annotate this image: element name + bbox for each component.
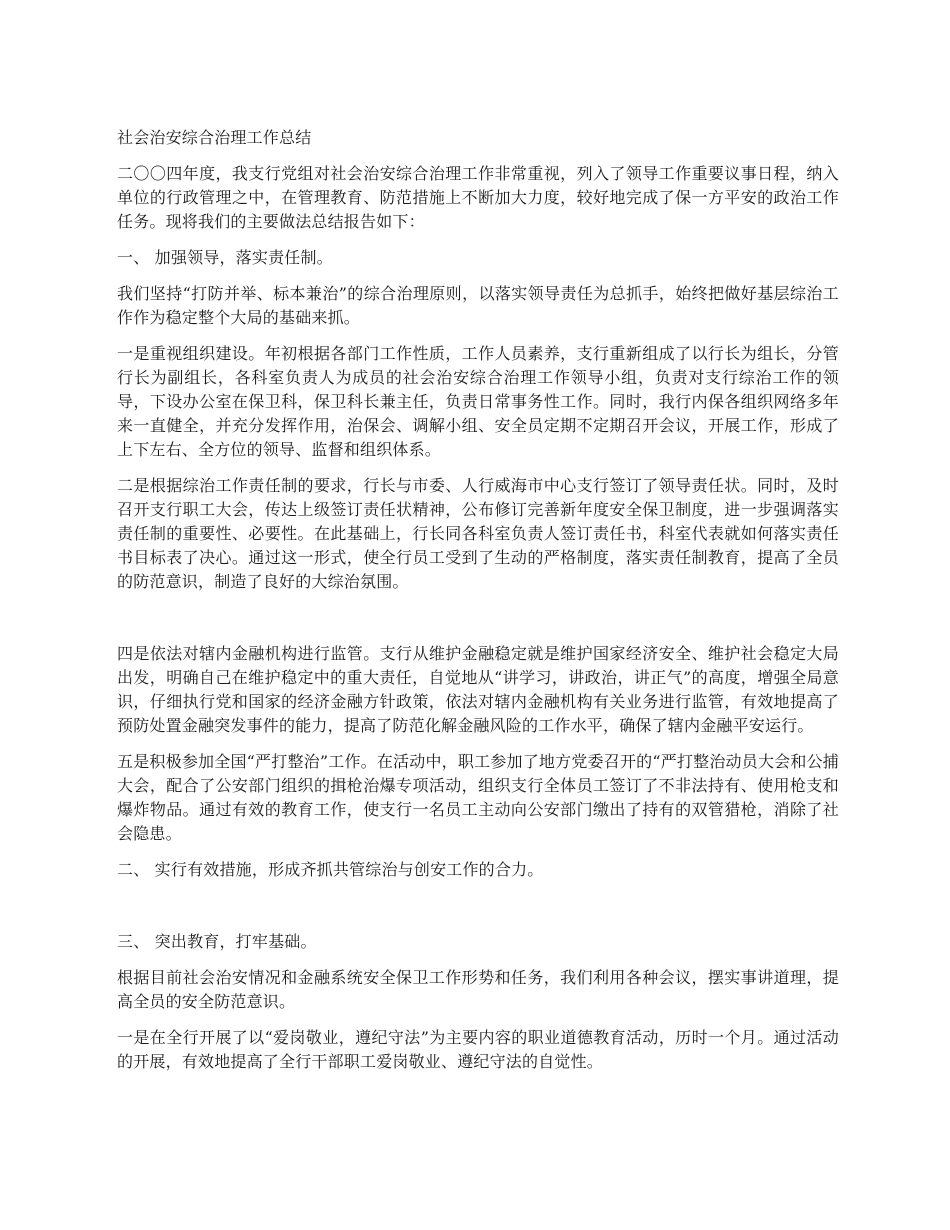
paragraph: 我们坚持“打防并举、标本兼治”的综合治理原则，以落实领导责任为总抓手，始终把做好基层综治工作作为稳定整个大局的基础来抓。 — [117, 284, 839, 327]
paragraph: 二是根据综治工作责任制的要求，行长与市委、人行威海市中心支行签订了领导责任状。同时，及时召开支行职工大会，传达上级签订责任状精神，公布修订完善新年度安全保卫制度，进一步强调落实责任制的重要性、必要性。在此基础上，行长同各科室负责人签订责任书，科室代表就如何落实责任书目标表了决心。通过这一形式，使全行员工受到了生动的严格制度，落实责任制教育，提高了全员的防范意识，制造了良好的大综治氛围。 — [117, 476, 839, 591]
blank-gap — [117, 894, 839, 930]
document-body — [117, 126, 839, 1086]
blank-gap — [117, 606, 839, 642]
paragraph: 一是在全行开展了以“爱岗敬业，遵纪守法”为主要内容的职业道德教育活动，历时一个月。通过活动的开展，有效地提高了全行干部职工爱岗敬业、遵纪守法的自觉性。 — [117, 1028, 839, 1071]
document-title: 社会治安综合治理工作总结 — [117, 128, 312, 147]
paragraph: 五是积极参加全国“严打整治”工作。在活动中，职工参加了地方党委召开的“严打整治动员大会和公捕大会，配合了公安部门组织的揖枪治爆专项活动，组织支行全体员工签订了不非法持有、使用枪支和爆炸物品。通过有效的教育工作，使支行一名员工主动向公安部门缴出了持有的双管猎枪，消除了社会隐患。 — [117, 752, 839, 843]
paragraph: 根据目前社会治安情况和金融系统安全保卫工作形势和任务，我们利用各种会议，摆实事讲道理，提高全员的安全防范意识。 — [117, 968, 839, 1011]
section-heading-2: 二、 实行有效措施，形成齐抓共管综治与创安工作的合力。 — [117, 860, 544, 879]
intro-paragraph: 二〇〇四年度，我支行党组对社会治安综合治理工作非常重视，列入了领导工作重要议事日程，纳入单位的行政管理之中，在管理教育、防范措施上不断加大力度，较好地完成了保一方平安的政治工作任务。现将我们的主要做法总结报告如下： — [117, 164, 839, 231]
paragraph: 四是依法对辖内金融机构进行监管。支行从维护金融稳定就是维护国家经济安全、维护社会稳定大局出发，明确自己在维护稳定中的重大责任，自觉地从“讲学习，讲政治，讲正气”的高度，增强全局意识，仔细执行党和国家的经济金融方针政策，依法对辖内金融机构有关业务进行监管，有效地提高了预防处置金融突发事件的能力，提高了防范化解金融风险的工作水平，确保了辖内金融平安运行。 — [117, 644, 839, 735]
paragraph: 一是重视组织建设。年初根据各部门工作性质，工作人员素养，支行重新组成了以行长为组长，分管行长为副组长，各科室负责人为成员的社会治安综合治理工作领导小组，负责对支行综治工作的领导，下设办公室在保卫科，保卫科长兼主任，负责日常事务性工作。同时，我行内保各组织网络多年来一直健全，并充分发挥作用，治保会、调解小组、安全员定期不定期召开会议，开展工作，形成了上下左右、全方位的领导、监督和组织体系。 — [117, 344, 839, 459]
section-heading-1: 一、 加强领导，落实责任制。 — [117, 248, 333, 267]
section-heading-3: 三、 突出教育，打牢基础。 — [117, 932, 317, 951]
